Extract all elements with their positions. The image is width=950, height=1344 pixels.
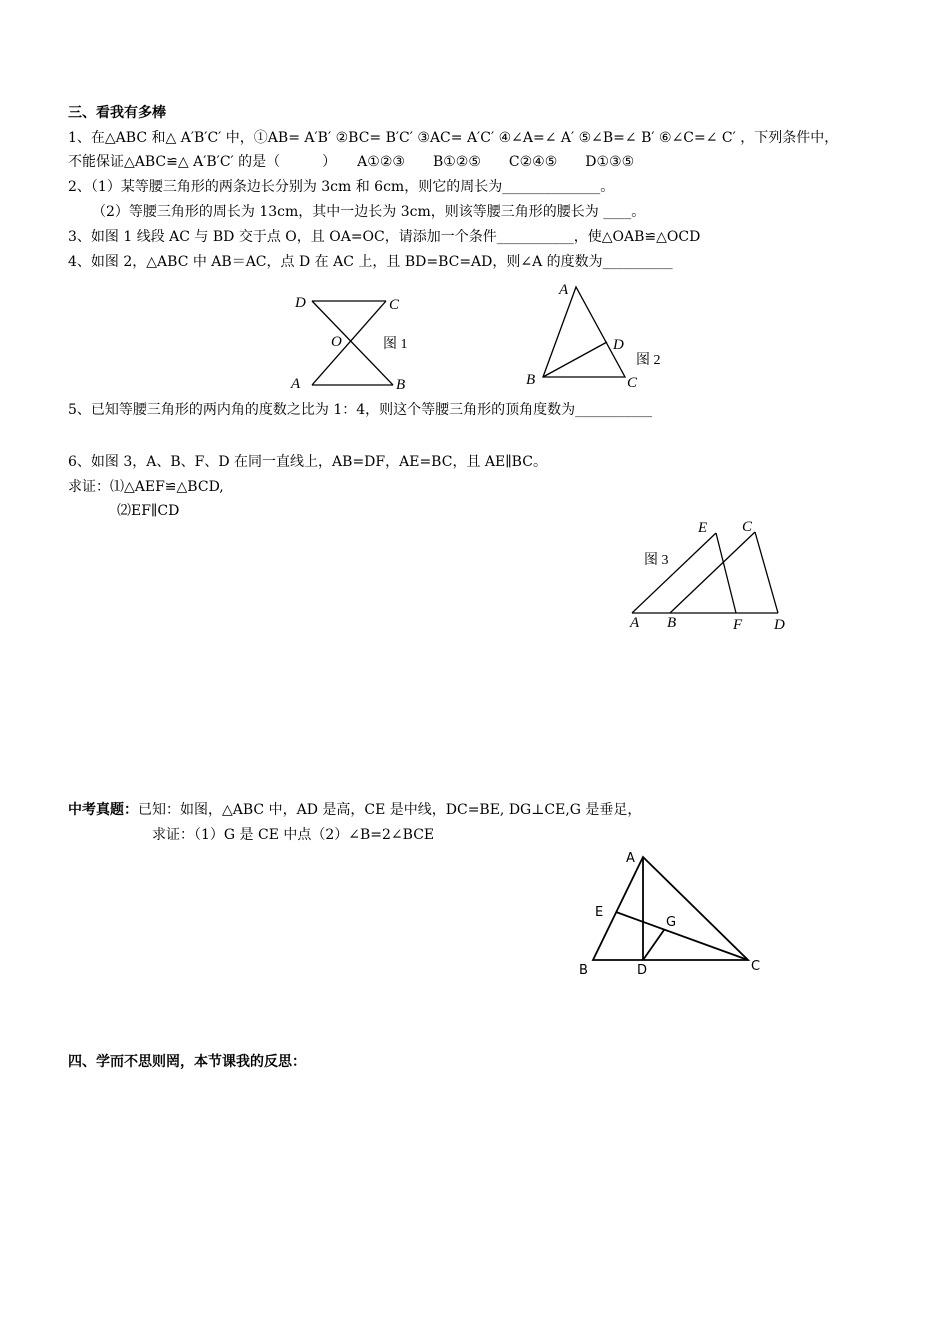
fig3-segment-ae — [632, 533, 716, 613]
fig1-caption: 图 1 — [383, 337, 408, 352]
fig4-label-g: G — [666, 915, 677, 930]
fig4-label-c: C — [751, 959, 761, 974]
question-5: 5、已知等腰三角形的两内角的度数之比为 1：4，则这个等腰三角形的顶角度数为___________ — [68, 402, 653, 418]
fig2-label-c: C — [627, 375, 638, 391]
question-6-prove-2: ⑵EF∥CD — [117, 503, 180, 519]
fig2-triangle-abc — [543, 287, 625, 377]
question-3: 3、如图 1 线段 AC 与 BD 交于点 O，且 OA=OC，请添加一个条件___________，使△OAB≌△OCD — [68, 229, 701, 245]
question-6: 6、如图 3，A、B、F、D 在同一直线上，AB=DF，AE=BC，且 AE∥BC。 — [68, 454, 547, 470]
fig4-segment-dg — [643, 930, 664, 960]
fig2-label-b: B — [526, 372, 536, 388]
fig1-label-d: D — [295, 295, 306, 311]
figure-2 — [543, 287, 625, 377]
fig1-label-a: A — [291, 376, 301, 392]
fig3-label-c: C — [742, 519, 753, 535]
fig3-label-f: F — [733, 617, 743, 633]
fig1-segment-ca — [312, 301, 386, 385]
fig4-label-e: E — [595, 905, 604, 920]
fig1-label-o: O — [331, 334, 342, 350]
fig3-label-d: D — [774, 617, 785, 633]
question-4: 4、如图 2，△ABC 中 AB＝AC，点 D 在 AC 上，且 BD=BC=AD，则∠A 的度数为__________ — [68, 254, 673, 270]
zhongkao-text: 已知：如图，△ABC 中，AD 是高，CE 是中线，DC=BE, DG⊥CE,G 是垂足， — [138, 802, 642, 818]
fig3-segment-ef — [716, 533, 736, 613]
fig2-label-d: D — [613, 337, 624, 353]
fig3-label-a: A — [630, 615, 640, 631]
fig4-label-b: B — [579, 963, 588, 978]
fig3-segment-bc — [670, 532, 755, 613]
question-2-line2: （2）等腰三角形的周长为 13cm，其中一边长为 3cm，则该等腰三角形的腰长为 ____。 — [92, 204, 646, 220]
fig3-caption: 图 3 — [644, 553, 669, 568]
zhongkao-label: 中考真题： — [68, 802, 138, 818]
figure-3 — [632, 532, 778, 613]
figure-1 — [312, 301, 393, 385]
fig3-label-e: E — [698, 520, 708, 536]
section4-title: 四、学而不思则罔，本节课我的反思： — [68, 1054, 306, 1070]
fig4-label-d: D — [637, 963, 648, 978]
fig3-segment-cd — [755, 532, 778, 613]
question-1-line2: 不能保证△ABC≌△ A′B′C′ 的是（ ） A①②③ B①②⑤ C②④⑤ D①③⑤ — [68, 154, 635, 170]
fig2-label-a: A — [559, 282, 569, 298]
fig1-segment-db — [312, 301, 393, 385]
fig1-label-b: B — [396, 377, 406, 393]
question-1-line1: 1、在△ABC 和△ A′B′C′ 中，①AB= A′B′ ②BC= B′C′ ③AC= A′C′ ④∠A=∠ A′ ⑤∠B=∠ B′ ⑥∠C=∠ C′ ，下列条件中， — [68, 130, 839, 146]
fig4-triangle-abc — [593, 857, 748, 960]
section3-title: 三、看我有多棒 — [68, 105, 166, 121]
fig3-label-b: B — [667, 615, 677, 631]
fig1-label-c: C — [389, 297, 400, 313]
zhongkao-prove: 求证：（1）G 是 CE 中点（2）∠B=2∠BCE — [152, 827, 435, 843]
fig2-caption: 图 2 — [636, 353, 661, 368]
fig2-segment-bd — [543, 342, 607, 377]
question-2-line1: 2、（1）某等腰三角形的两条边长分别为 3cm 和 6cm，则它的周长为______________。 — [68, 179, 615, 195]
fig4-label-a: A — [626, 851, 635, 866]
question-6-prove-1: 求证：⑴△AEF≌△BCD, — [68, 479, 224, 495]
figure-4 — [593, 857, 748, 960]
fig4-median-ce — [616, 912, 748, 960]
